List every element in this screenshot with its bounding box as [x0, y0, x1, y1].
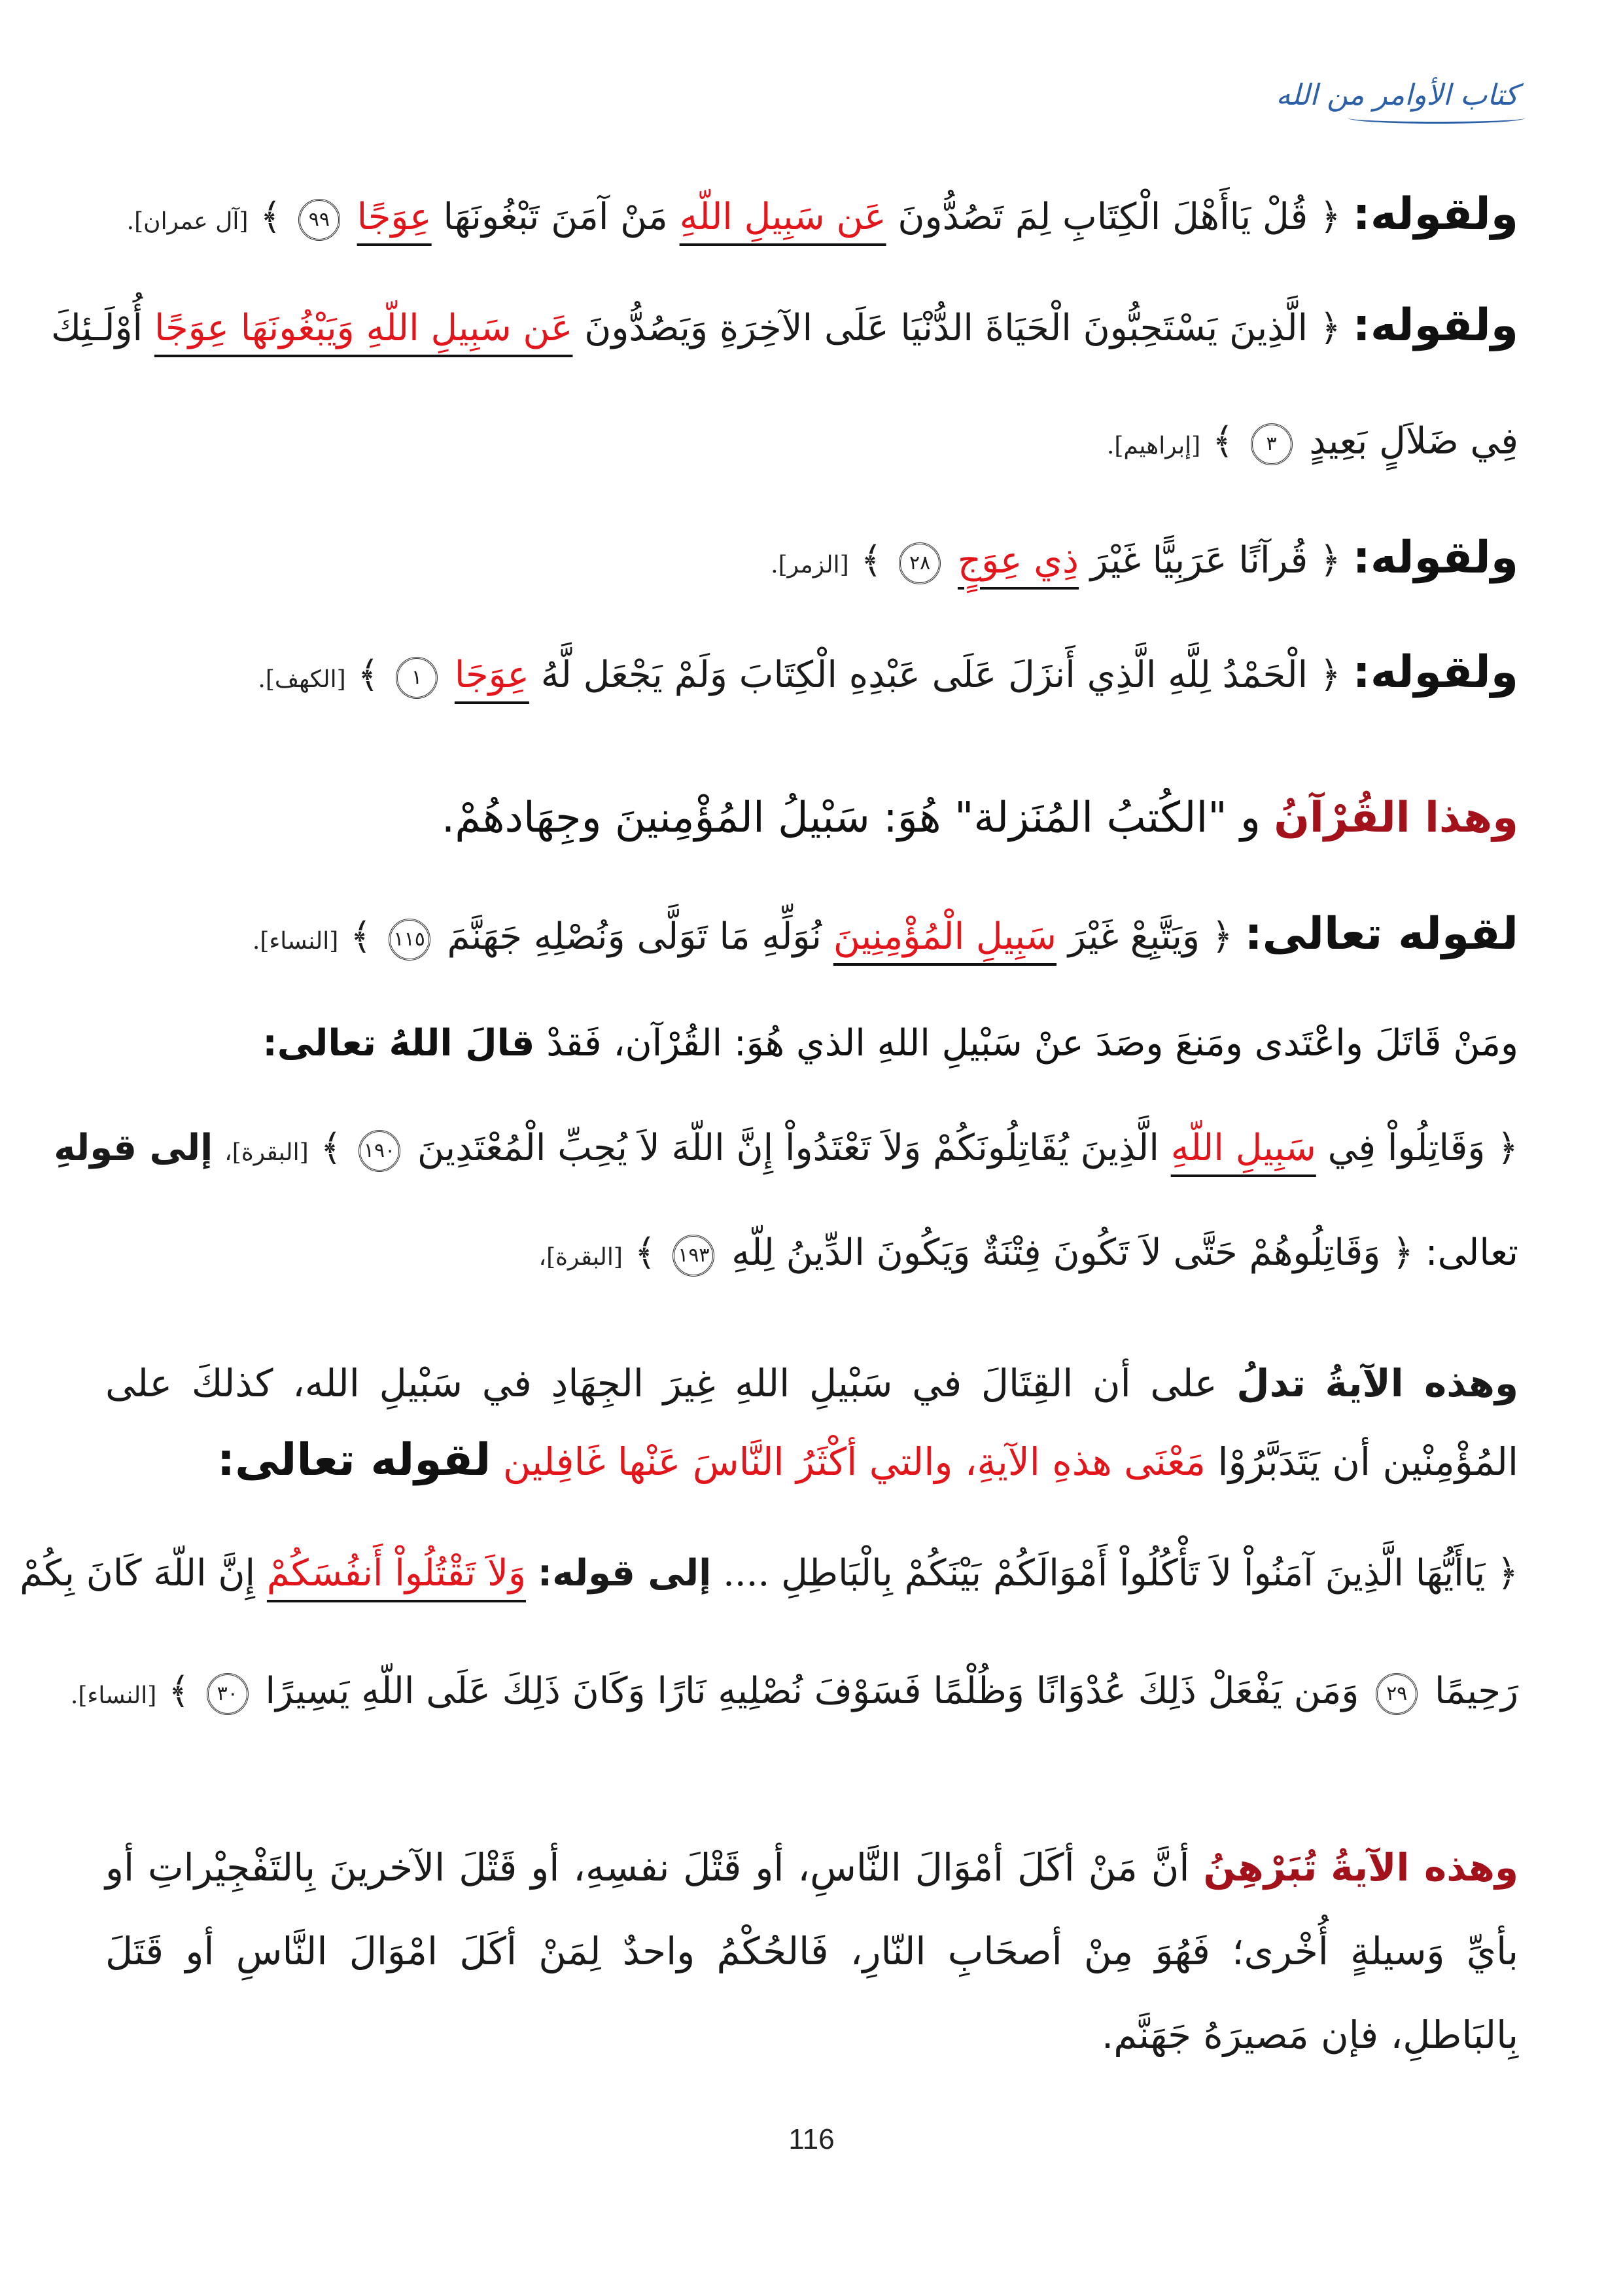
ayah-number-marker: ١٩٣	[672, 1235, 714, 1277]
verse-line-3: ولقوله: ﴿ قُرآنًا عَرَبِيًّا غَيْرَ ذِي عِوَجٍ ٢٨ ﴾ [الزمر].	[771, 532, 1518, 584]
ayah-number-marker: ٢٩	[1376, 1673, 1418, 1715]
para1-line-2: ﴿ وَقَاتِلُواْ فِي سَبِيلِ اللّهِ الَّذِينَ يُقَاتِلُونَكُمْ وَلاَ تَعْتَدُواْ إِنَّ اللّهَ لاَ يُحِبِّ الْمُعْتَدِينَ ١٩٠ ﴾ [البقرة]، إلى قولهِ	[105, 1125, 1518, 1172]
highlight-phrase: وَلاَ تَقْتُلُواْ أَنفُسَكُمْ	[266, 1552, 526, 1595]
ayah-number-marker: ١	[396, 657, 438, 699]
page-number: 116	[788, 2123, 835, 2155]
source-reference: [البقرة]،	[538, 1244, 623, 1271]
verse-line-6: ﴿ يَاأَيُّهَا الَّذِينَ آمَنُواْ لاَ تَأْكُلُواْ أَمْوَالَكُمْ بَيْنَكُمْ بِالْبَاطِلِ .... إلى قوله: وَلاَ تَقْتُلُواْ أَنفُسَكُمْ إِنَّ اللّهَ كَانَ بِكُمْ	[20, 1552, 1518, 1595]
lead-word: لقوله تعالى:	[1244, 908, 1518, 960]
ayah-number-marker: ١٩٠	[358, 1130, 400, 1172]
highlight-phrase: سَبِيلِ اللّهِ	[1170, 1127, 1316, 1169]
para1-line-1: ومَنْ قَاتَلَ واعْتَدى ومَنعَ وصَدَ عنْ سَبْيلِ اللهِ الذي هُوَ: القُرْآن، فَقدْ قالَ اللهُ تعالى:	[262, 1022, 1518, 1065]
statement-line: وهذا القُرْآنُ و "الكُتبُ المُنَزلة" هُوَ: سَبْيلُ المُؤْمِنينَ وجِهَادهُمْ.	[441, 794, 1518, 842]
para1-line-3: تعالى: ﴿ وَقَاتِلُوهُمْ حَتَّى لاَ تَكُونَ فِتْنَةٌ وَيَكُونَ الدِّينُ لِلّهِ ١٩٣ ﴾ [البقرة]،	[105, 1230, 1518, 1277]
lead-word: ولقوله:	[1352, 300, 1518, 351]
verse-line-6-cont: رَحِيمًا ٢٩ وَمَن يَفْعَلْ ذَلِكَ عُدْوَانًا وَظُلْمًا فَسَوْفَ نُصْلِيهِ نَارًا وَكَانَ ذَلِكَ عَلَى اللّهِ يَسِيرًا ٣٠ ﴾ [النساء].	[105, 1669, 1518, 1715]
lead-word: ولقوله:	[1352, 532, 1518, 584]
highlight-phrase: سَبِيلِ الْمُؤْمِنِينَ	[833, 915, 1057, 958]
ayah-number-marker: ٣٠	[207, 1673, 249, 1715]
highlight-phrase: عَن سَبِيلِ اللّهِ	[679, 196, 886, 238]
lead-word: ولقوله:	[1352, 188, 1518, 240]
highlight-phrase: عِوَجًا	[357, 196, 432, 238]
source-reference: [الكهف].	[258, 666, 346, 693]
ayah-number-marker: ٢٨	[899, 542, 941, 584]
highlight-phrase: عَن سَبِيلِ اللّهِ وَيَبْغُونَهَا عِوَجًا	[154, 307, 573, 349]
source-reference: [آل عمران].	[126, 208, 249, 235]
source-reference: [البقرة]،	[224, 1139, 309, 1166]
running-header: كتاب الأوامر من الله	[1276, 79, 1518, 112]
header-ornament	[1348, 113, 1525, 124]
para2: وهذه الآيةُ تدلُ على أن القِتَالَ في سَبْيلِ اللهِ غِيرَ الجِهَادِ في سَبْيلِ الله، كذلكَ على المُؤْمِنْين أن يَتَدَبَّرُوْا مَعْنَى هذهِ الآيةِ، والتي أكْثَرُ النَّاسَ عَنْها غَافِلين لقوله تعالى:	[105, 1361, 1519, 1486]
ayah-number-marker: ١١٥	[389, 919, 430, 961]
highlight-phrase: عِوَجَا	[454, 654, 529, 696]
verse-line-4: ولقوله: ﴿ الْحَمْدُ لِلَّهِ الَّذِي أَنزَلَ عَلَى عَبْدِهِ الْكِتَابَ وَلَمْ يَجْعَل لَّهُ عِوَجَا ١ ﴾ [الكهف].	[258, 646, 1518, 698]
verse-line-1: ولقوله: ﴿ قُلْ يَاأَهْلَ الْكِتَابِ لِمَ تَصُدُّونَ عَن سَبِيلِ اللّهِ مَنْ آمَنَ تَبْغُونَهَا عِوَجًا ٩٩ ﴾ [آل عمران].	[126, 188, 1518, 240]
verse-line-2-cont: فِي ضَلاَلٍ بَعِيدٍ ٣ ﴾ [إبراهيم].	[105, 419, 1518, 465]
source-reference: [النساء].	[70, 1682, 157, 1709]
para3: وهذه الآيةُ تُبَرْهِنُ أنَّ مَنْ أكَلَ أمْوَالَ النَّاسِ، أو قَتْلَ نفسِهِ، أو قَتْلَ الآخرينَ بِالتَفْجِيْراتِ أو بأيِّ وَسيلةٍ أُخْرى؛ فَهُوَ مِنْ أصحَابِ النّارِ، فَالحُكْمُ واحدٌ لِمَنْ أكَلَ امْوَالَ النَّاسِ أو قَتَلَ بِالبَاطلِ، فإن مَصيرَهُ جَهَنَّم.	[105, 1845, 1518, 2057]
source-reference: [النساء].	[252, 928, 339, 955]
source-reference: [إبراهيم].	[1106, 433, 1201, 459]
verse-line-2: ولقوله: ﴿ الَّذِينَ يَسْتَحِبُّونَ الْحَيَاةَ الدُّنْيَا عَلَى الآخِرَةِ وَيَصُدُّونَ عَن سَبِيلِ اللّهِ وَيَبْغُونَهَا عِوَجًا أُوْلَـئِكَ	[50, 300, 1518, 351]
lead-word: ولقوله:	[1352, 646, 1518, 698]
ayah-number-marker: ٩٩	[298, 199, 340, 241]
verse-line-5: لقوله تعالى: ﴿ وَيَتَّبِعْ غَيْرَ سَبِيلِ الْمُؤْمِنِينَ نُوَلِّهِ مَا تَوَلَّى وَنُصْلِهِ جَهَنَّمَ ١١٥ ﴾ [النساء].	[252, 908, 1518, 960]
highlight-phrase: ذِي عِوَجٍ	[957, 539, 1079, 582]
source-reference: [الزمر].	[771, 552, 849, 578]
ayah-number-marker: ٣	[1251, 423, 1293, 465]
